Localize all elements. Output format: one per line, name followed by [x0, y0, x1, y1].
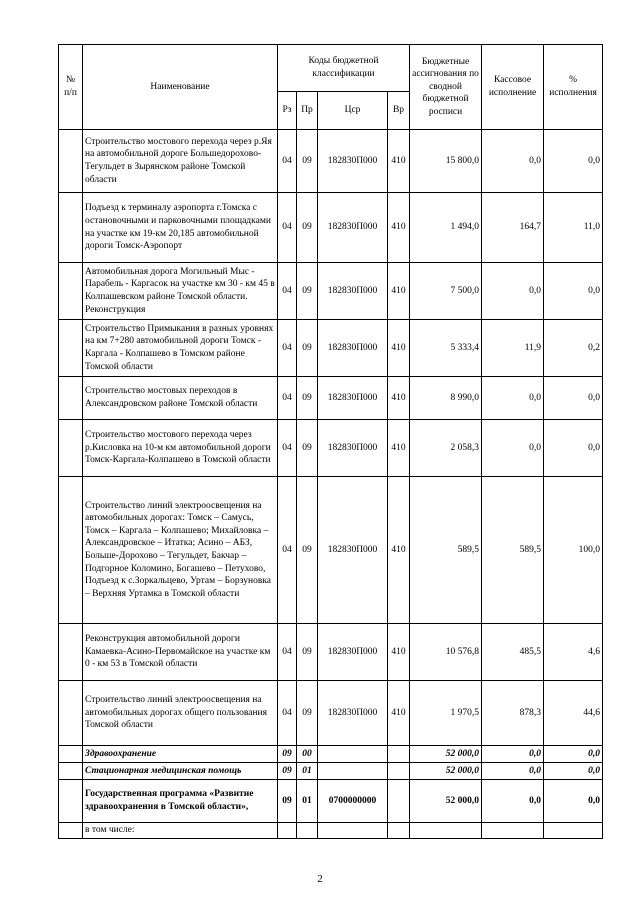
header-vr: Вр — [388, 92, 410, 130]
row-pr: 09 — [297, 193, 318, 263]
header-codes-group: Коды бюджетной классификации — [278, 45, 410, 92]
row-vr: 410 — [388, 130, 410, 193]
row-csr: 182830П000 — [318, 420, 388, 477]
program-name: Государственная программа «Развитие здравоохранения в Томской области», — [83, 780, 278, 823]
header-rz: Рз — [278, 92, 297, 130]
header-name: Наименование — [83, 45, 278, 130]
program-pct: 0,0 — [544, 780, 603, 823]
table-row — [59, 263, 603, 320]
row-name: Строительство мостового перехода через р.Кисловка на 10-м км автомобильной дороги Томск-Каргала-Колпашево в Томской области — [83, 420, 278, 477]
row-budget: 1 494,0 — [410, 193, 482, 263]
row-pct: 0,2 — [544, 320, 603, 377]
table-row — [59, 420, 603, 477]
row-csr: 182830П000 — [318, 681, 388, 746]
row-rz: 04 — [278, 193, 297, 263]
including-row — [59, 823, 603, 839]
row-cash: 878,3 — [482, 681, 544, 746]
subsection-pct: 0,0 — [544, 763, 603, 780]
row-vr: 410 — [388, 477, 410, 624]
row-num-cell — [59, 320, 83, 377]
row-vr: 410 — [388, 420, 410, 477]
subsection-budget: 52 000,0 — [410, 763, 482, 780]
row-name: Строительство линий электроосвещения на автомобильных дорогах общего пользования Томской области — [83, 681, 278, 746]
row-cash: 589,5 — [482, 477, 544, 624]
row-num-cell — [59, 377, 83, 420]
table-row — [59, 477, 603, 624]
budget-table — [58, 44, 603, 839]
subsection-name: Стационарная медицинская помощь — [83, 763, 278, 780]
row-cash: 0,0 — [482, 130, 544, 193]
row-name: Строительство мостового перехода через р.Яя на автомобильной дороге Большедорохово-Тегульдет в Зырянском районе Томской области — [83, 130, 278, 193]
row-cash: 164,7 — [482, 193, 544, 263]
row-pct: 100,0 — [544, 477, 603, 624]
subsection-pr: 01 — [297, 763, 318, 780]
section-pr: 00 — [297, 746, 318, 763]
section-rz: 09 — [278, 746, 297, 763]
table-row — [59, 624, 603, 681]
section-row-inpatient — [59, 763, 603, 780]
row-num-cell — [59, 477, 83, 624]
row-pct: 44,6 — [544, 681, 603, 746]
subsection-cash: 0,0 — [482, 763, 544, 780]
row-vr: 410 — [388, 320, 410, 377]
row-csr: 182830П000 — [318, 377, 388, 420]
row-rz: 04 — [278, 477, 297, 624]
row-num-cell — [59, 681, 83, 746]
row-name: Подъезд к терминалу аэропорта г.Томска с остановочными и парковочными площадками на участке км 19-км 20,185 автомобильной дороги Томск-Аэропорт — [83, 193, 278, 263]
row-pct: 0,0 — [544, 263, 603, 320]
row-cash: 0,0 — [482, 263, 544, 320]
table-body — [59, 130, 603, 746]
section-name: Здравоохранение — [83, 746, 278, 763]
subsection-rz: 09 — [278, 763, 297, 780]
section-pct: 0,0 — [544, 746, 603, 763]
row-pr: 09 — [297, 681, 318, 746]
program-row — [59, 780, 603, 823]
header-cash: Кассовое исполнение — [482, 45, 544, 130]
row-csr: 182830П000 — [318, 624, 388, 681]
row-budget: 8 990,0 — [410, 377, 482, 420]
row-rz: 04 — [278, 263, 297, 320]
row-csr: 182830П000 — [318, 320, 388, 377]
row-num-cell — [59, 420, 83, 477]
row-name: Строительство линий электроосвещения на автомобильных дорогах: Томск – Самусь, Томск – Каргала – Колпашево; Михайловка – Александровское – Итатка; Асино – АБЗ, Больше-Дорохово – Тегульдет, Бакчар – Подгорное Коломино, Богашево – Петухово, Подъезд к с.Зоркальцево, Уртам – Борзуновка – Верхняя Уртамка в Томской области — [83, 477, 278, 624]
row-rz: 04 — [278, 130, 297, 193]
table-row — [59, 193, 603, 263]
row-rz: 04 — [278, 320, 297, 377]
row-name: Реконструкция автомобильной дороги Камаевка-Асино-Первомайское на участке км 0 - км 53 в Томской области — [83, 624, 278, 681]
table-row — [59, 320, 603, 377]
section-budget: 52 000,0 — [410, 746, 482, 763]
header-num: № п/п — [59, 45, 83, 130]
row-cash: 0,0 — [482, 420, 544, 477]
row-budget: 1 970,5 — [410, 681, 482, 746]
row-pr: 09 — [297, 477, 318, 624]
row-pr: 09 — [297, 320, 318, 377]
page-number: 2 — [317, 873, 323, 885]
program-pr: 01 — [297, 780, 318, 823]
program-rz: 09 — [278, 780, 297, 823]
program-csr: 0700000000 — [318, 780, 388, 823]
row-rz: 04 — [278, 681, 297, 746]
header-csr: Цср — [318, 92, 388, 130]
row-pr: 09 — [297, 420, 318, 477]
row-csr: 182830П000 — [318, 130, 388, 193]
row-pr: 09 — [297, 263, 318, 320]
row-csr: 182830П000 — [318, 263, 388, 320]
header-assignments: Бюджетные ассигнования по сводной бюджетной росписи — [410, 45, 482, 130]
row-cash: 0,0 — [482, 377, 544, 420]
row-vr: 410 — [388, 193, 410, 263]
row-vr: 410 — [388, 624, 410, 681]
row-rz: 04 — [278, 377, 297, 420]
including-label: в том числе: — [83, 823, 278, 839]
row-name: Строительство Примыкания в разных уровнях на км 7+280 автомобильной дороги Томск - Каргала - Колпашево в Томском районе Томской области — [83, 320, 278, 377]
section-cash: 0,0 — [482, 746, 544, 763]
program-cash: 0,0 — [482, 780, 544, 823]
row-rz: 04 — [278, 420, 297, 477]
row-num-cell — [59, 624, 83, 681]
row-rz: 04 — [278, 624, 297, 681]
row-csr: 182830П000 — [318, 477, 388, 624]
header-pr: Пр — [297, 92, 318, 130]
row-cash: 485,5 — [482, 624, 544, 681]
row-num-cell — [59, 193, 83, 263]
row-pr: 09 — [297, 624, 318, 681]
header-percent: % исполнения — [544, 45, 603, 130]
row-csr: 182830П000 — [318, 193, 388, 263]
row-pr: 09 — [297, 377, 318, 420]
row-num-cell — [59, 263, 83, 320]
row-budget: 589,5 — [410, 477, 482, 624]
row-vr: 410 — [388, 377, 410, 420]
row-cash: 11,9 — [482, 320, 544, 377]
row-name: Автомобильная дорога Могильный Мыс - Парабель - Каргасок на участке км 30 - км 45 в Колпашевском районе Томской области. Реконструкция — [83, 263, 278, 320]
row-pct: 4,6 — [544, 624, 603, 681]
table-row — [59, 130, 603, 193]
row-budget: 2 058,3 — [410, 420, 482, 477]
row-pct: 0,0 — [544, 377, 603, 420]
section-row-healthcare — [59, 746, 603, 763]
row-name: Строительство мостовых переходов в Александровском районе Томской области — [83, 377, 278, 420]
row-pr: 09 — [297, 130, 318, 193]
row-budget: 15 800,0 — [410, 130, 482, 193]
row-budget: 7 500,0 — [410, 263, 482, 320]
row-vr: 410 — [388, 263, 410, 320]
table-row — [59, 377, 603, 420]
program-budget: 52 000,0 — [410, 780, 482, 823]
row-vr: 410 — [388, 681, 410, 746]
row-num-cell — [59, 130, 83, 193]
row-pct: 11,0 — [544, 193, 603, 263]
table-row — [59, 681, 603, 746]
row-budget: 5 333,4 — [410, 320, 482, 377]
row-budget: 10 576,8 — [410, 624, 482, 681]
row-pct: 0,0 — [544, 420, 603, 477]
row-pct: 0,0 — [544, 130, 603, 193]
